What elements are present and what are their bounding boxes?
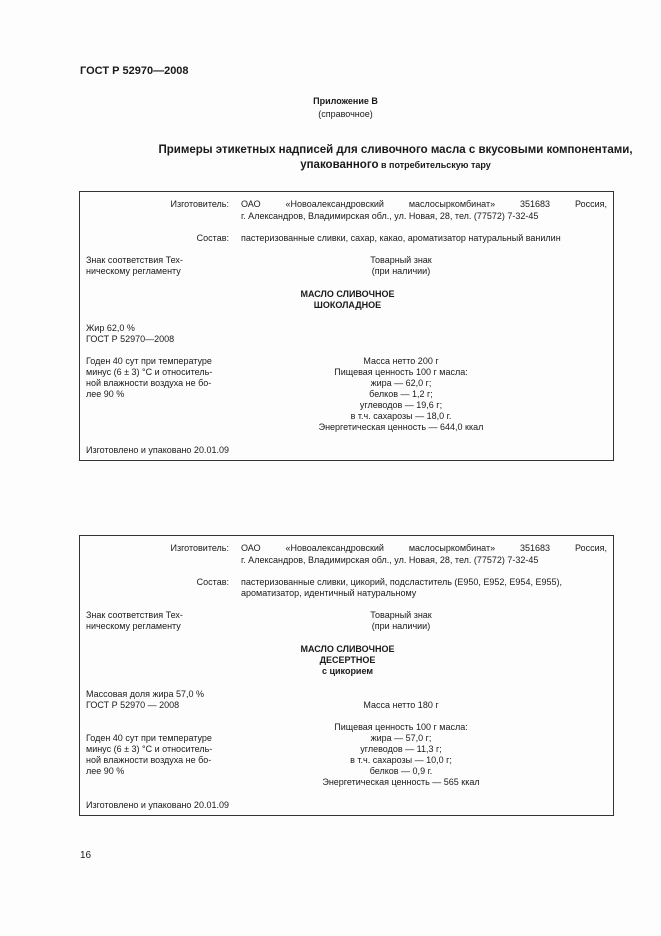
- net-mass: Масса нетто 180 г: [363, 700, 439, 710]
- conformity-mark-line-2: ническому регламенту: [86, 266, 181, 276]
- label-example-dessert: [79, 535, 614, 816]
- nutrition-line: белков — 1,2 г;: [369, 389, 433, 399]
- conformity-mark-line-1: Знак соответствия Тех-: [86, 255, 183, 265]
- standard-ref: ГОСТ Р 52970 — 2008: [86, 700, 180, 710]
- composition-line-1: пастеризованные сливки, цикорий, подсластитель (Е950, Е952, Е954, Е955),: [241, 577, 562, 587]
- title-line-2-bold: упакованного: [300, 159, 379, 171]
- document-code: ГОСТ Р 52970—2008: [80, 65, 189, 77]
- page-number: 16: [80, 850, 92, 861]
- composition-line-2: ароматизатор, идентичный натуральному: [241, 588, 417, 598]
- conformity-mark-line-1: Знак соответствия Тех-: [86, 610, 183, 620]
- composition-line-1: пастеризованные сливки, сахар, какао, ароматизатор натуральный ванилин: [241, 233, 561, 243]
- product-name-line-2: ШОКОЛАДНОЕ: [313, 300, 382, 310]
- shelf-life-line: лее 90 %: [86, 389, 125, 399]
- shelf-life-line: минус (6 ± 3) °С и относитель-: [86, 744, 213, 754]
- trademark-line-2: (при наличии): [371, 266, 431, 276]
- manufacturer-line-2: г. Александров, Владимирская обл., ул. Новая, 28, тел. (77572) 7-32-45: [241, 555, 539, 565]
- shelf-life-line: ной влажности воздуха не бо-: [86, 755, 212, 765]
- nutrition-line: в т.ч. сахарозы — 18,0 г.: [350, 411, 452, 421]
- fat-content: Массовая доля жира 57,0 %: [86, 689, 205, 699]
- appendix-heading: [0, 95, 661, 121]
- nutrition-line: углеводов — 19,6 г;: [359, 400, 443, 410]
- shelf-life-line: Годен 40 сут при температуре: [86, 356, 212, 366]
- trademark-line-2: (при наличии): [371, 621, 431, 631]
- nutrition-line: в т.ч. сахарозы — 10,0 г;: [350, 755, 452, 765]
- manufacturer-label: Изготовитель:: [170, 543, 229, 553]
- nutrition-line: Пищевая ценность 100 г масла:: [334, 722, 468, 732]
- shelf-life-line: Годен 40 сут при температуре: [86, 733, 212, 743]
- appendix-note: (справочное): [318, 109, 373, 119]
- shelf-life-line: минус (6 ± 3) °С и относитель-: [86, 367, 213, 377]
- label-example-chocolate: [79, 191, 614, 461]
- nutrition-line: жира — 57,0 г;: [370, 733, 432, 743]
- nutrition-line: белков — 0,9 г.: [369, 766, 433, 776]
- energy-value: Энергетическая ценность — 565 ккал: [322, 777, 480, 787]
- fat-content: Жир 62,0 %: [86, 323, 135, 333]
- standard-ref: ГОСТ Р 52970—2008: [86, 334, 175, 344]
- page-title: [100, 143, 661, 173]
- product-name-line-1: МАСЛО СЛИВОЧНОЕ: [300, 289, 395, 299]
- composition-label: Состав:: [196, 577, 229, 587]
- manufacturer-line-2: г. Александров, Владимирская обл., ул. Новая, 28, тел. (77572) 7-32-45: [241, 211, 539, 221]
- nutrition-line: Пищевая ценность 100 г масла:: [334, 367, 468, 377]
- production-date: Изготовлено и упаковано 20.01.09: [86, 800, 229, 810]
- shelf-life-line: лее 90 %: [86, 766, 125, 776]
- manufacturer-line-1: ОАО «Новоалександровский маслосыркомбинат» 351683 Россия,: [241, 543, 607, 553]
- nutrition-line: жира — 62,0 г;: [370, 378, 432, 388]
- appendix-title: Приложение В: [313, 96, 378, 106]
- manufacturer-line-1: ОАО «Новоалександровский маслосыркомбинат» 351683 Россия,: [241, 199, 607, 209]
- nutrition-line: углеводов — 11,3 г;: [360, 744, 442, 754]
- production-date: Изготовлено и упаковано 20.01.09: [86, 445, 229, 455]
- product-name-line-2: ДЕСЕРТНОЕ: [319, 655, 376, 665]
- product-name-line-3: с цикорием: [321, 666, 374, 676]
- title-line-2-rest: в потребительскую тару: [378, 160, 491, 170]
- trademark-line-1: Товарный знак: [370, 610, 432, 620]
- conformity-mark-line-2: ническому регламенту: [86, 621, 181, 631]
- manufacturer-label: Изготовитель:: [170, 199, 229, 209]
- title-line-2: [100, 158, 661, 173]
- trademark-line-1: Товарный знак: [370, 255, 432, 265]
- title-line-1: Примеры этикетных надписей для сливочного масла с вкусовыми компонентами,: [158, 144, 633, 156]
- shelf-life-line: ной влажности воздуха не бо-: [86, 378, 212, 388]
- product-name-line-1: МАСЛО СЛИВОЧНОЕ: [300, 644, 395, 654]
- energy-value: Энергетическая ценность — 644,0 ккал: [318, 422, 484, 432]
- net-mass: Масса нетто 200 г: [363, 356, 439, 366]
- composition-label: Состав:: [196, 233, 229, 243]
